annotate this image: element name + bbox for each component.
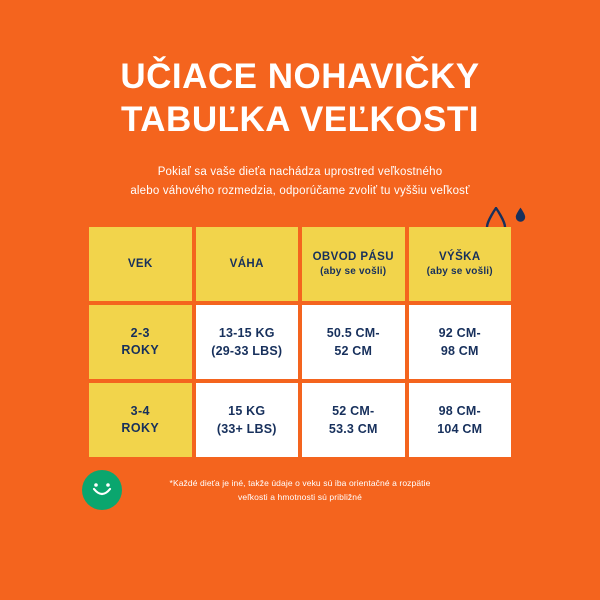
cell-age-row2-line2: ROKY <box>121 421 160 436</box>
cell-weight-row2-line2: (33+ LBS) <box>216 422 277 437</box>
table-row <box>89 305 511 379</box>
footnote-line2: veľkosti a hmotnosti sú približné <box>238 491 362 502</box>
subtitle-line2: alebo váhového rozmedzia, odporúčame zvoliť tu vyššiu veľkosť <box>130 185 470 198</box>
cell-height-row2 <box>409 383 512 457</box>
size-table-wrap <box>85 223 515 461</box>
droplet-small-icon <box>515 207 526 222</box>
cell-waist-row2 <box>302 383 405 457</box>
cell-height-row1-line1: 92 CM- <box>438 326 481 341</box>
subtitle-line1: Pokiaľ sa vaše dieťa nachádza uprostred veľkostného <box>157 166 443 179</box>
cell-age-row1 <box>89 305 192 379</box>
cell-weight-row1 <box>196 305 299 379</box>
cell-age-row2 <box>89 383 192 457</box>
cell-waist-row2-line2: 53.3 CM <box>328 422 378 437</box>
page-title-line2: TABUĽKA VEĽKOSTI <box>121 99 479 139</box>
column-header-age-label: VEK <box>127 257 153 270</box>
cell-age-row2-line1: 3-4 <box>130 403 150 418</box>
cell-weight-row2 <box>196 383 299 457</box>
column-header-waist-sublabel: (aby se vošli) <box>320 266 387 278</box>
table-header <box>89 227 511 301</box>
footnote-line1: *Každé dieťa je iné, takže údaje o veku sú iba orientačné a rozpätie <box>169 478 431 489</box>
column-header-height <box>409 227 512 301</box>
cell-waist-row2-line1: 52 CM- <box>332 404 375 419</box>
column-header-height-sublabel: (aby se vošli) <box>426 266 493 278</box>
title-block <box>0 0 600 141</box>
cell-waist-row1 <box>302 305 405 379</box>
cell-weight-row2-line1: 15 KG <box>228 404 266 419</box>
smiley-icon <box>82 470 122 510</box>
cell-weight-row1-line2: (29-33 LBS) <box>211 344 283 359</box>
column-header-weight-label: VÁHA <box>229 257 264 270</box>
cell-height-row2-line2: 104 CM <box>437 422 483 437</box>
table-header-row <box>89 227 511 301</box>
cell-age-row1-line2: ROKY <box>121 343 160 358</box>
column-header-age <box>89 227 192 301</box>
table-row <box>89 383 511 457</box>
column-header-height-label: VÝŠKA <box>438 250 481 263</box>
column-header-waist-label: OBVOD PÁSU <box>312 250 394 263</box>
cell-height-row2-line1: 98 CM- <box>438 404 481 419</box>
subtitle <box>0 163 600 201</box>
size-table <box>85 223 515 461</box>
cell-height-row1-line2: 98 CM <box>440 344 479 359</box>
cell-age-row1-line1: 2-3 <box>130 325 150 340</box>
column-header-weight <box>196 227 299 301</box>
cell-waist-row1-line1: 50.5 CM- <box>326 326 380 341</box>
cell-waist-row1-line2: 52 CM <box>334 344 373 359</box>
cell-height-row1 <box>409 305 512 379</box>
table-body <box>89 305 511 457</box>
page-title-line1: UČIACE NOHAVIČKY <box>120 57 480 96</box>
column-header-waist <box>302 227 405 301</box>
cell-weight-row1-line1: 13-15 KG <box>218 326 275 341</box>
